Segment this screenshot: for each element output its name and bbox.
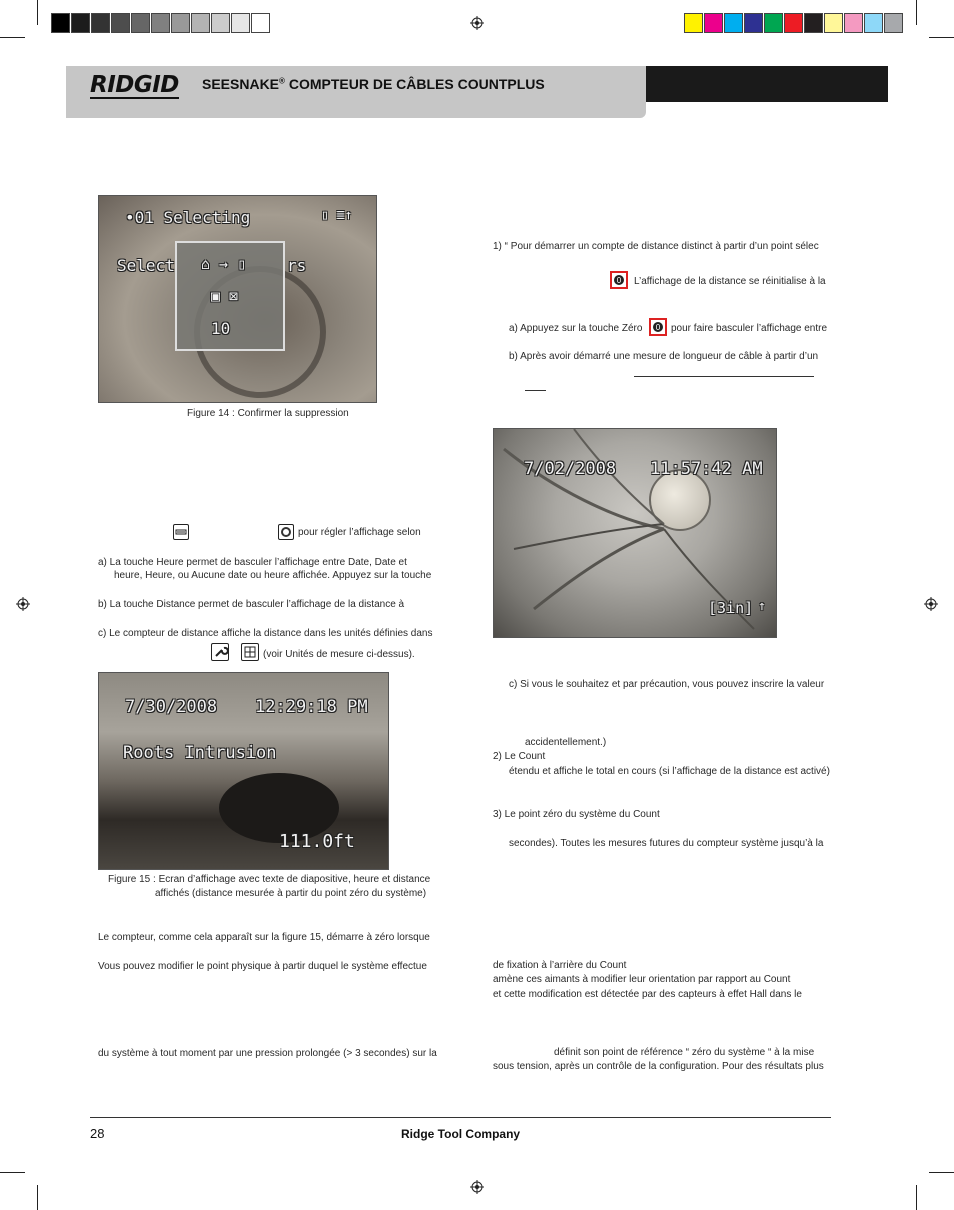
- confirm-dialog: [175, 241, 285, 351]
- dialog-line-1: ⌂ → ▯: [201, 255, 247, 273]
- figure14-osd-left: Select: [117, 256, 175, 275]
- right-item-1-c-end: accidentellement.): [525, 737, 607, 748]
- gray-swatch: [71, 13, 90, 33]
- color-swatch: [684, 13, 703, 33]
- underline-rule: [525, 390, 546, 391]
- crop-mark: [929, 37, 954, 38]
- figure15-osd-time: 12:29:18 PM: [255, 697, 368, 717]
- figure16-osd-arrow: ↑: [758, 599, 766, 614]
- header-title: [202, 76, 545, 92]
- page-number: 28: [90, 1126, 105, 1141]
- crop-mark: [37, 0, 38, 25]
- footer-company: Ridge Tool Company: [401, 1127, 521, 1141]
- figure15-osd-date: 7/30/2008: [125, 697, 218, 717]
- distance-icon: [173, 524, 189, 540]
- crop-mark: [0, 37, 25, 38]
- crop-mark: [0, 1172, 25, 1173]
- crop-mark: [916, 0, 917, 25]
- figure14-osd-top: •01 Selecting: [125, 208, 251, 227]
- figure15-image: [98, 672, 389, 870]
- right-item-2-2: étendu et affiche le total en cours (si l’affichage de la distance est activé): [509, 766, 830, 777]
- crop-mark: [929, 1172, 954, 1173]
- header-title-prefix: SEESNAKE: [202, 76, 280, 92]
- left-item-c-2: (voir Unités de mesure ci-dessus).: [263, 649, 415, 660]
- right-item-3-2: secondes). Toutes les mesures futures du compteur système jusqu’à la: [509, 838, 824, 849]
- left-item-c-1: c) Le compteur de distance affiche la distance dans les unités définies dans: [98, 628, 433, 639]
- figure14-osd-right: rs: [287, 256, 307, 275]
- right-para-c: et cette modification est détectée par des capteurs à effet Hall dans le: [493, 989, 802, 1000]
- color-swatch: [784, 13, 803, 33]
- gray-swatch: [211, 13, 230, 33]
- brand-logo: RIDGID: [90, 72, 179, 98]
- crop-mark: [37, 1185, 38, 1210]
- color-swatch: [844, 13, 863, 33]
- settings-grid-icon: [241, 643, 259, 661]
- right-item-1-a2: pour faire basculer l’affichage entre: [671, 323, 828, 334]
- color-swatch: [884, 13, 903, 33]
- header-title-reg: ®: [279, 76, 285, 86]
- gray-swatch: [191, 13, 210, 33]
- zero-key-icon: [649, 318, 667, 336]
- gray-swatch: [91, 13, 110, 33]
- gray-swatch: [131, 13, 150, 33]
- gray-swatch: [151, 13, 170, 33]
- left-para-1: Le compteur, comme cela apparaît sur la figure 15, démarre à zéro lorsque: [98, 932, 430, 943]
- left-icons-suffix: pour régler l’affichage selon: [298, 527, 421, 538]
- gray-swatch: [251, 13, 270, 33]
- right-item-1-c: c) Si vous le souhaitez et par précaution, vous pouvez inscrire la valeur: [509, 679, 825, 690]
- figure16-osd-date: 7/02/2008: [524, 459, 617, 479]
- registration-mark-icon: [16, 597, 30, 611]
- color-swatch: [724, 13, 743, 33]
- registration-mark-icon: [470, 16, 484, 30]
- footer-rule: [90, 1117, 831, 1118]
- color-swatch: [864, 13, 883, 33]
- figure16-osd-time: 11:57:42 AM: [650, 459, 763, 479]
- right-para-a: de fixation à l’arrière du Count: [493, 960, 627, 971]
- right-item-2-1: 2) Le Count: [493, 751, 546, 762]
- gray-swatch: [111, 13, 130, 33]
- figure15-caption-1: Figure 15 : Ecran d’affichage avec texte de diapositive, heure et distance: [108, 874, 431, 885]
- figure16-image: [493, 428, 777, 638]
- right-item-1-b1: b) Après avoir démarré une mesure de longueur de câble à partir d’un: [509, 351, 819, 362]
- color-swatch: [744, 13, 763, 33]
- color-swatch: [804, 13, 823, 33]
- color-swatch: [824, 13, 843, 33]
- left-para-3: du système à tout moment par une pression prolongée (> 3 secondes) sur la: [98, 1048, 437, 1059]
- registration-mark-icon: [470, 1180, 484, 1194]
- color-swatch: [764, 13, 783, 33]
- left-item-a-1: a) La touche Heure permet de basculer l’affichage entre Date, Date et: [98, 557, 407, 568]
- figure14-caption: Figure 14 : Confirmer la suppression: [187, 408, 349, 419]
- right-item-3-1: 3) Le point zéro du système du Count: [493, 809, 660, 820]
- gray-swatch: [51, 13, 70, 33]
- time-icon: [278, 524, 294, 540]
- gray-swatch: [231, 13, 250, 33]
- right-item-1-a: a) Appuyez sur la touche Zéro: [509, 323, 643, 334]
- left-item-a-2: heure, Heure, ou Aucune date ou heure affichée. Appuyez sur la touche: [114, 570, 432, 581]
- figure15-osd-text: Roots Intrusion: [123, 743, 277, 763]
- right-item-1: 1) “ Pour démarrer un compte de distance distinct à partir d’un point sélec: [493, 241, 819, 252]
- figure14-image: [98, 195, 377, 403]
- zero-key-icon: [610, 271, 628, 289]
- left-item-b: b) La touche Distance permet de basculer l’affichage de la distance à: [98, 599, 405, 610]
- crop-mark: [916, 1185, 917, 1210]
- figure15-caption-2: affichés (distance mesurée à partir du point zéro du système): [155, 888, 427, 899]
- svg-text:0: 0: [655, 323, 661, 332]
- right-para-e: sous tension, après un contrôle de la configuration. Pour des résultats plus: [493, 1061, 824, 1072]
- color-swatch: [704, 13, 723, 33]
- dialog-line-2: ▣ ⊠: [211, 287, 239, 305]
- registration-mark-icon: [924, 597, 938, 611]
- underline-rule: [634, 376, 814, 377]
- figure15-osd-distance: 111.0ft: [279, 831, 355, 852]
- gray-swatch: [171, 13, 190, 33]
- svg-text:0: 0: [616, 276, 622, 285]
- right-para-d: définit son point de référence “ zéro du système “ à la mise: [554, 1047, 815, 1058]
- dialog-value: 10: [211, 319, 231, 338]
- header-black-band: [646, 66, 888, 102]
- left-para-2: Vous pouvez modifier le point physique à partir duquel le système effectue: [98, 961, 427, 972]
- right-para-b: amène ces aimants à modifier leur orientation par rapport au Count: [493, 974, 791, 985]
- header-title-suffix: COMPTEUR DE CÂBLES COUNTPLUS: [284, 76, 545, 92]
- figure14-osd-icons: ▯ ≣↑: [321, 208, 353, 223]
- wrench-icon: [211, 643, 229, 661]
- right-item-1-b: L’affichage de la distance se réinitialise à la: [634, 276, 826, 287]
- figure16-osd-distance: [3in]: [708, 599, 754, 617]
